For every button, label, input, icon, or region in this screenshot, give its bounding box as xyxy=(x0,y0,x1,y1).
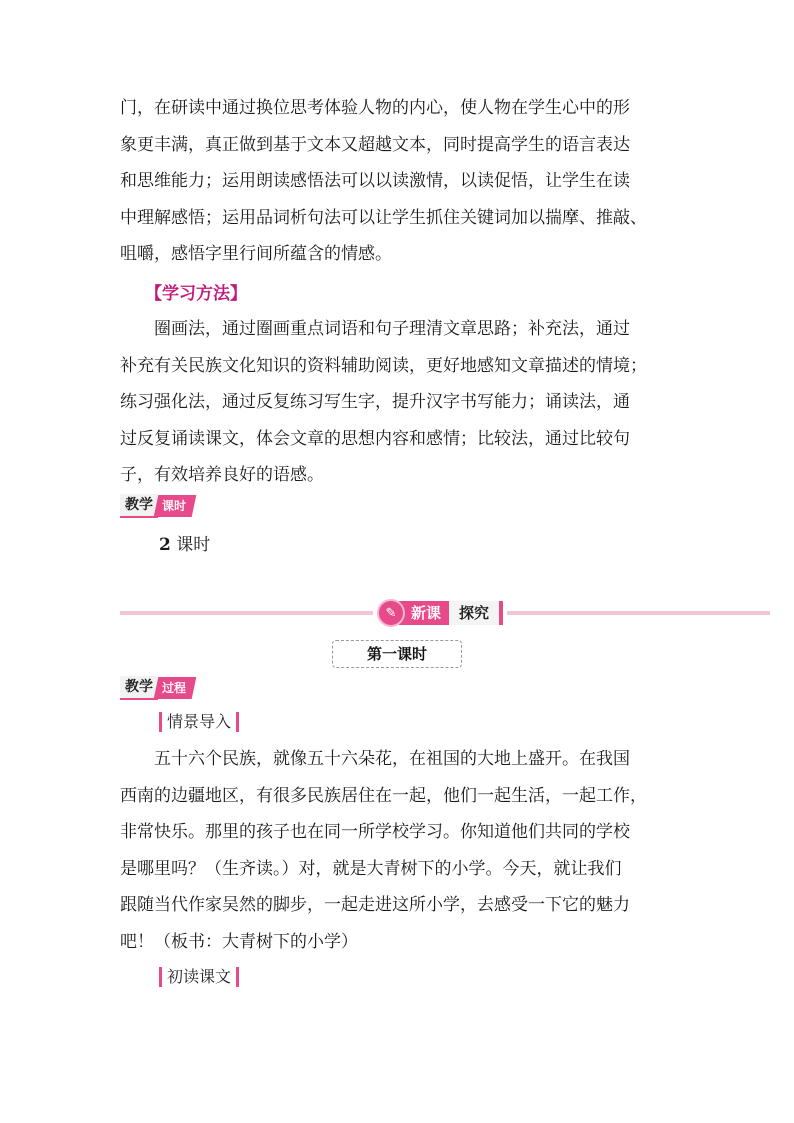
text-line: 中理解感悟；运用品词析句法可以让学生抓住关键词加以揣摩、推敲、 xyxy=(120,207,647,228)
teaching-hours-value: 2 课时 xyxy=(159,535,211,555)
text-line: 西南的边疆地区，有很多民族居住在一起，他们一起生活，一起工作， xyxy=(120,785,647,806)
text-line: 是哪里吗？（生齐读。）对，就是大青树下的小学。今天，就让我们 xyxy=(120,858,622,879)
banner-explore-label: 探究 xyxy=(449,601,503,625)
text-line: 过反复诵读课文，体会文章的思想内容和感情；比较法，通过比较句 xyxy=(120,428,630,449)
text-line: 五十六个民族，就像五十六朵花，在祖国的大地上盛开。在我国 xyxy=(154,749,630,769)
heading-bar xyxy=(236,712,239,732)
text-line: 和思维能力；运用朗读感悟法可以以读激情，以读促悟，让学生在读 xyxy=(120,171,630,191)
heading-text: 初读课文 xyxy=(167,967,232,986)
new-lesson-banner xyxy=(373,599,507,627)
heading-text: 情景导入 xyxy=(167,712,232,731)
teaching-hours-tag xyxy=(120,495,194,517)
text-line: 补充有关民族文化知识的资料辅助阅读，更好地感知文章描述的情境； xyxy=(120,355,647,376)
learning-methods-paragraph xyxy=(120,311,678,494)
tag-label: 教学 xyxy=(120,676,158,700)
intro-paragraph xyxy=(120,90,678,273)
pen-icon: ✎ xyxy=(377,599,405,627)
text-line: 子，有效培养良好的语感。 xyxy=(120,465,324,485)
text-line: 咀嚼，感悟字里行间所蕴含的情感。 xyxy=(120,244,392,264)
heading-bar xyxy=(236,967,239,987)
teaching-process-tag xyxy=(120,677,194,699)
text-line: 练习强化法，通过反复练习写生字，提升汉字书写能力；诵读法，通 xyxy=(120,392,630,412)
tag-badge: 课时 xyxy=(154,495,197,517)
tag-badge: 过程 xyxy=(154,677,197,699)
learning-methods-heading: 【学习方法】 xyxy=(145,284,247,304)
tag-label: 教学 xyxy=(120,494,158,518)
banner-new-label: 新课 xyxy=(399,601,449,625)
text-line: 门，在研读中通过换位思考体验人物的内心，使人物在学生心中的形 xyxy=(120,98,630,118)
first-reading-heading xyxy=(159,966,239,988)
lesson-title: 第一课时 xyxy=(332,640,462,668)
scene-intro-heading xyxy=(159,711,239,733)
text-line: 吧！（板书：大青树下的小学） xyxy=(120,931,358,952)
scene-intro-paragraph xyxy=(120,741,678,960)
text-line: 跟随当代作家吴然的脚步，一起走进这所小学，去感受一下它的魅力 xyxy=(120,895,630,915)
text-line: 象更丰满，真正做到基于文本又超越文本，同时提高学生的语言表达 xyxy=(120,134,630,155)
text-line: 非常快乐。那里的孩子也在同一所学校学习。你知道他们共同的学校 xyxy=(120,822,630,842)
text-line: 圈画法，通过圈画重点词语和句子理清文章思路；补充法，通过 xyxy=(154,319,630,339)
